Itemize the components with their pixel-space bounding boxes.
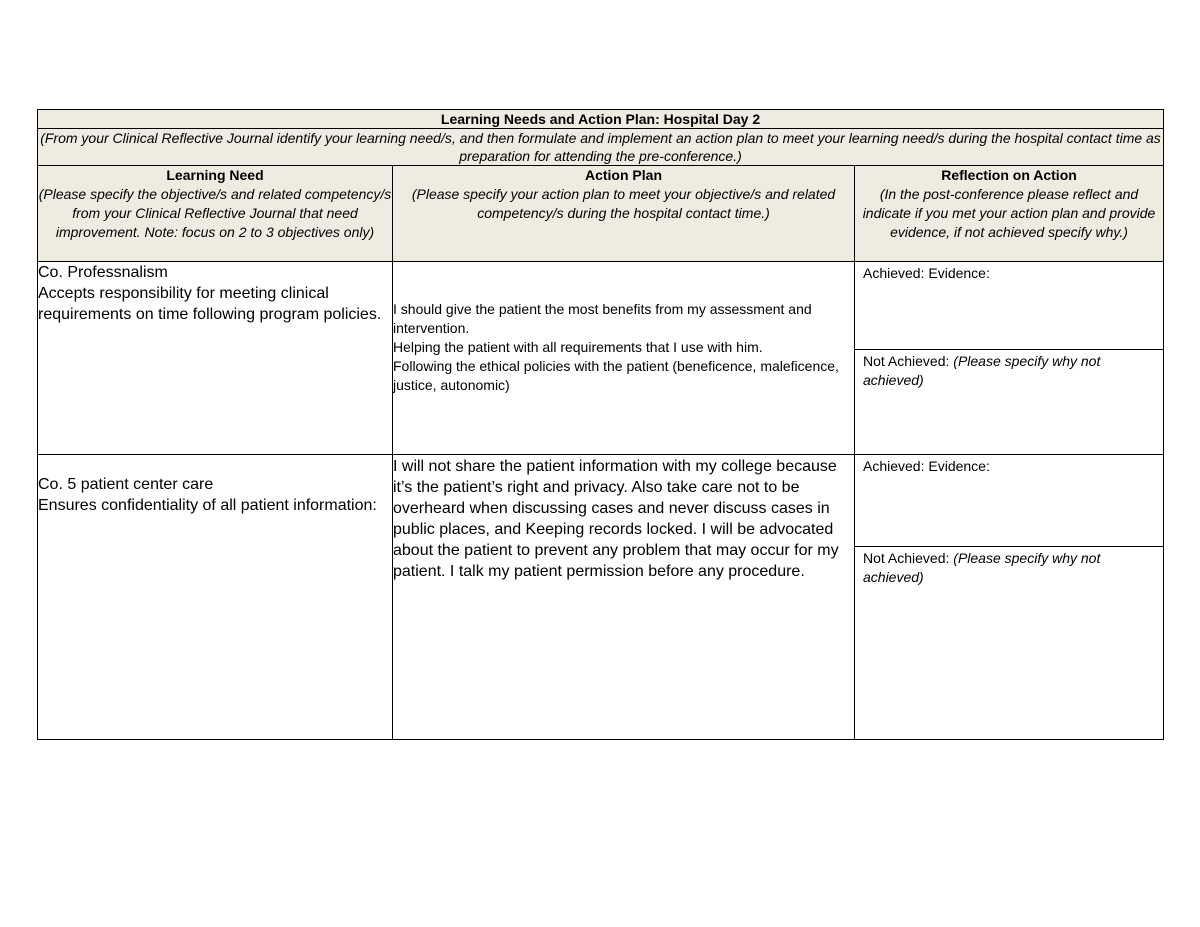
column-header-reflection bbox=[855, 166, 1164, 262]
need-description: Accepts responsibility for meeting clinical requirements on time following program policies. bbox=[38, 285, 382, 323]
achieved-label: Achieved: Evidence: bbox=[863, 265, 990, 281]
column-heading: Learning Need bbox=[166, 167, 264, 183]
column-subheading: (Please specify the objective/s and related competency/s from your Clinical Reflective Journal that need improvement. Note: focus on 2 to 3 objectives only) bbox=[38, 186, 392, 240]
reflection-cell bbox=[855, 455, 1164, 740]
not-achieved-hint: (Please specify why not achieved) bbox=[863, 550, 1101, 585]
learning-need-cell bbox=[38, 455, 393, 740]
learning-needs-table bbox=[37, 109, 1164, 740]
not-achieved-box bbox=[855, 350, 1163, 392]
not-achieved-label: Not Achieved: bbox=[863, 550, 950, 566]
not-achieved-label: Not Achieved: bbox=[863, 353, 950, 369]
table-title: Learning Needs and Action Plan: Hospital Day 2 bbox=[38, 110, 1164, 129]
achieved-label: Achieved: Evidence: bbox=[863, 458, 990, 474]
learning-need-cell bbox=[38, 262, 393, 455]
reflection-cell bbox=[855, 262, 1164, 455]
column-heading: Reflection on Action bbox=[941, 167, 1077, 183]
achieved-box bbox=[855, 262, 1163, 350]
table-row bbox=[38, 455, 1164, 740]
achieved-box bbox=[855, 455, 1163, 547]
not-achieved-hint: (Please specify why not achieved) bbox=[863, 353, 1101, 388]
column-subheading: (In the post-conference please reflect and indicate if you met your action plan and provide evidence, if not achieved specify why.) bbox=[862, 186, 1156, 240]
column-heading: Action Plan bbox=[584, 167, 662, 183]
table-instructions: (From your Clinical Reflective Journal identify your learning need/s, and then formulate and implement an action plan to meet your learning need/s during the hospital contact time as preparation for attending the pre-conference.) bbox=[38, 129, 1164, 166]
not-achieved-box bbox=[855, 547, 1163, 589]
column-header-action-plan bbox=[393, 166, 855, 262]
action-plan-text: I should give the patient the most benefits from my assessment and intervention. Helping the patient with all requirements that I use with him. Following the ethical policies with the patient (beneficence, maleficence, justice, autonomic) bbox=[393, 301, 839, 393]
need-title: Co. 5 patient center care bbox=[38, 476, 214, 493]
action-plan-cell bbox=[393, 262, 855, 455]
need-description: Ensures confidentiality of all patient information: bbox=[38, 497, 377, 514]
table-row bbox=[38, 262, 1164, 455]
action-plan-cell bbox=[393, 455, 855, 740]
column-header-learning-need bbox=[38, 166, 393, 262]
need-title: Co. Professnalism bbox=[38, 264, 168, 281]
action-plan-text: I will not share the patient information with my college because it’s the patient’s right and privacy. Also take care not to be overheard when discussing cases and never discuss cases in public places, and Keeping records locked. I will be advocated about the patient to prevent any problem that may occur for my patient. I talk my patient permission before any procedure. bbox=[393, 458, 839, 580]
column-subheading: (Please specify your action plan to meet your objective/s and related competency/s during the hospital contact time.) bbox=[411, 186, 836, 221]
